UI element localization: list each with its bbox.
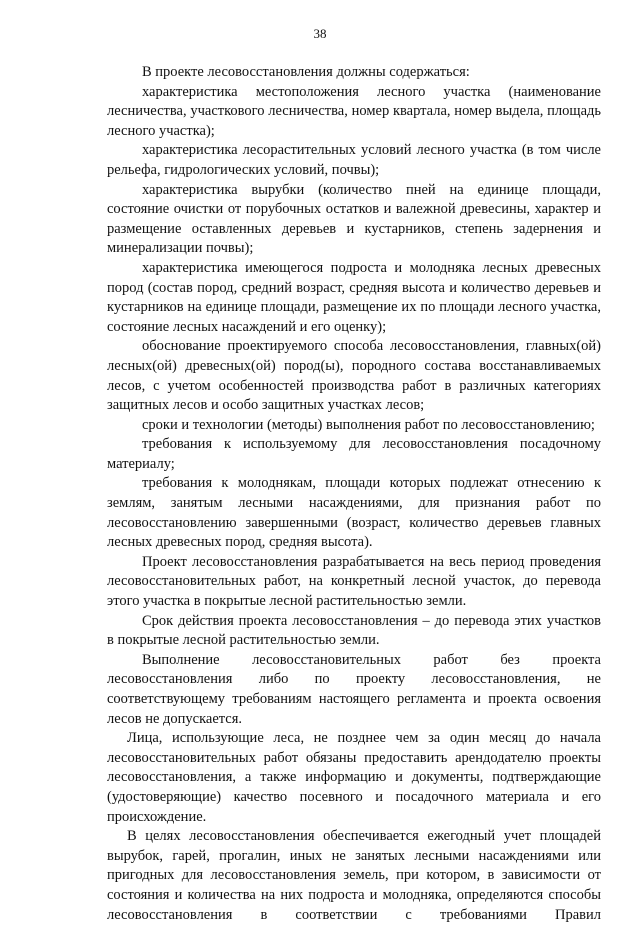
paragraph-item-material: требования к используемому для лесовосстановления посадочному материалу; xyxy=(107,436,601,472)
paragraph-item-conditions: характеристика лесорастительных условий лесного участка (в том числе рельефа, гидрологических условий, почвы); xyxy=(107,142,601,178)
paragraph-intro: В проекте лесовосстановления должны содержаться: xyxy=(142,64,470,80)
paragraph-not-allowed: Выполнение лесовосстановительных работ без проекта лесовосстановления либо по проекту лесовосстановления, не соответствующему требованиям настоящего регламента и проекта освоения лесов не допускается. xyxy=(107,651,601,727)
document-body xyxy=(107,63,601,925)
paragraph-persons-using: Лица, использующие леса, не позднее чем за один месяц до начала лесовосстановительных работ обязаны предоставить арендодателю проекты лесовосстановления, а также информацию и документы, подтверждающие (удостоверяющие) качество посевного и посадочного материала и его происхождение. xyxy=(107,730,601,825)
paragraph-item-clearcut: характеристика вырубки (количество пней на единице площади, состояние очистки от порубочных остатков и валежной древесины, характер и размещение оставленных деревьев и кустарников, степень задернения и минерализации почвы); xyxy=(107,181,601,257)
paragraph-project-validity: Срок действия проекта лесовосстановления – до перевода этих участков в покрытые лесной растительностью земли. xyxy=(107,612,601,649)
page-number: 38 xyxy=(313,26,327,41)
paragraph-annual-accounting: В целях лесовосстановления обеспечивается ежегодный учет площадей вырубок, гарей, прогалин, иных не занятых лесными насаждениями или пригодных для лесовосстановления земель, при котором, в зависимости от состояния и количества на них подроста и молодняка, определяются способы лесовосстановления в соответствии с требованиями Правил xyxy=(107,828,601,923)
paragraph-item-justification: обоснование проектируемого способа лесовосстановления, главных(ой) лесных(ой) древесных(ой) пород(ы), породного состава восстанавливаемых лесов, с учетом особенностей производства работ в различных категориях защитных лесов и особо защитных участках лесов; xyxy=(107,338,601,414)
paragraph-project-developed: Проект лесовосстановления разрабатывается на весь период проведения лесовосстановительных работ, на конкретный лесной участок, до перевода этого участка в покрытые лесной растительностью земли. xyxy=(107,553,601,610)
paragraph-item-undergrowth: характеристика имеющегося подроста и молодняка лесных древесных пород (состав пород, средний возраст, средняя высота и количество деревьев и кустарников на единице площади, размещение их по площади лесного участка, состояние лесных насаждений и его оценку); xyxy=(107,259,601,335)
paragraph-item-terms: сроки и технологии (методы) выполнения работ по лесовосстановлению; xyxy=(142,416,595,433)
paragraph-item-young: требования к молоднякам, площади которых подлежат отнесению к землям, занятым лесными насаждениями, для признания работ по лесовосстановлению завершенными (возраст, количество деревьев главных лесных древесных пород, средняя высота). xyxy=(107,475,601,551)
paragraph-item-location: характеристика местоположения лесного участка (наименование лесничества, участкового лесничества, номер квартала, номер выдела, площадь лесного участка); xyxy=(107,83,601,139)
